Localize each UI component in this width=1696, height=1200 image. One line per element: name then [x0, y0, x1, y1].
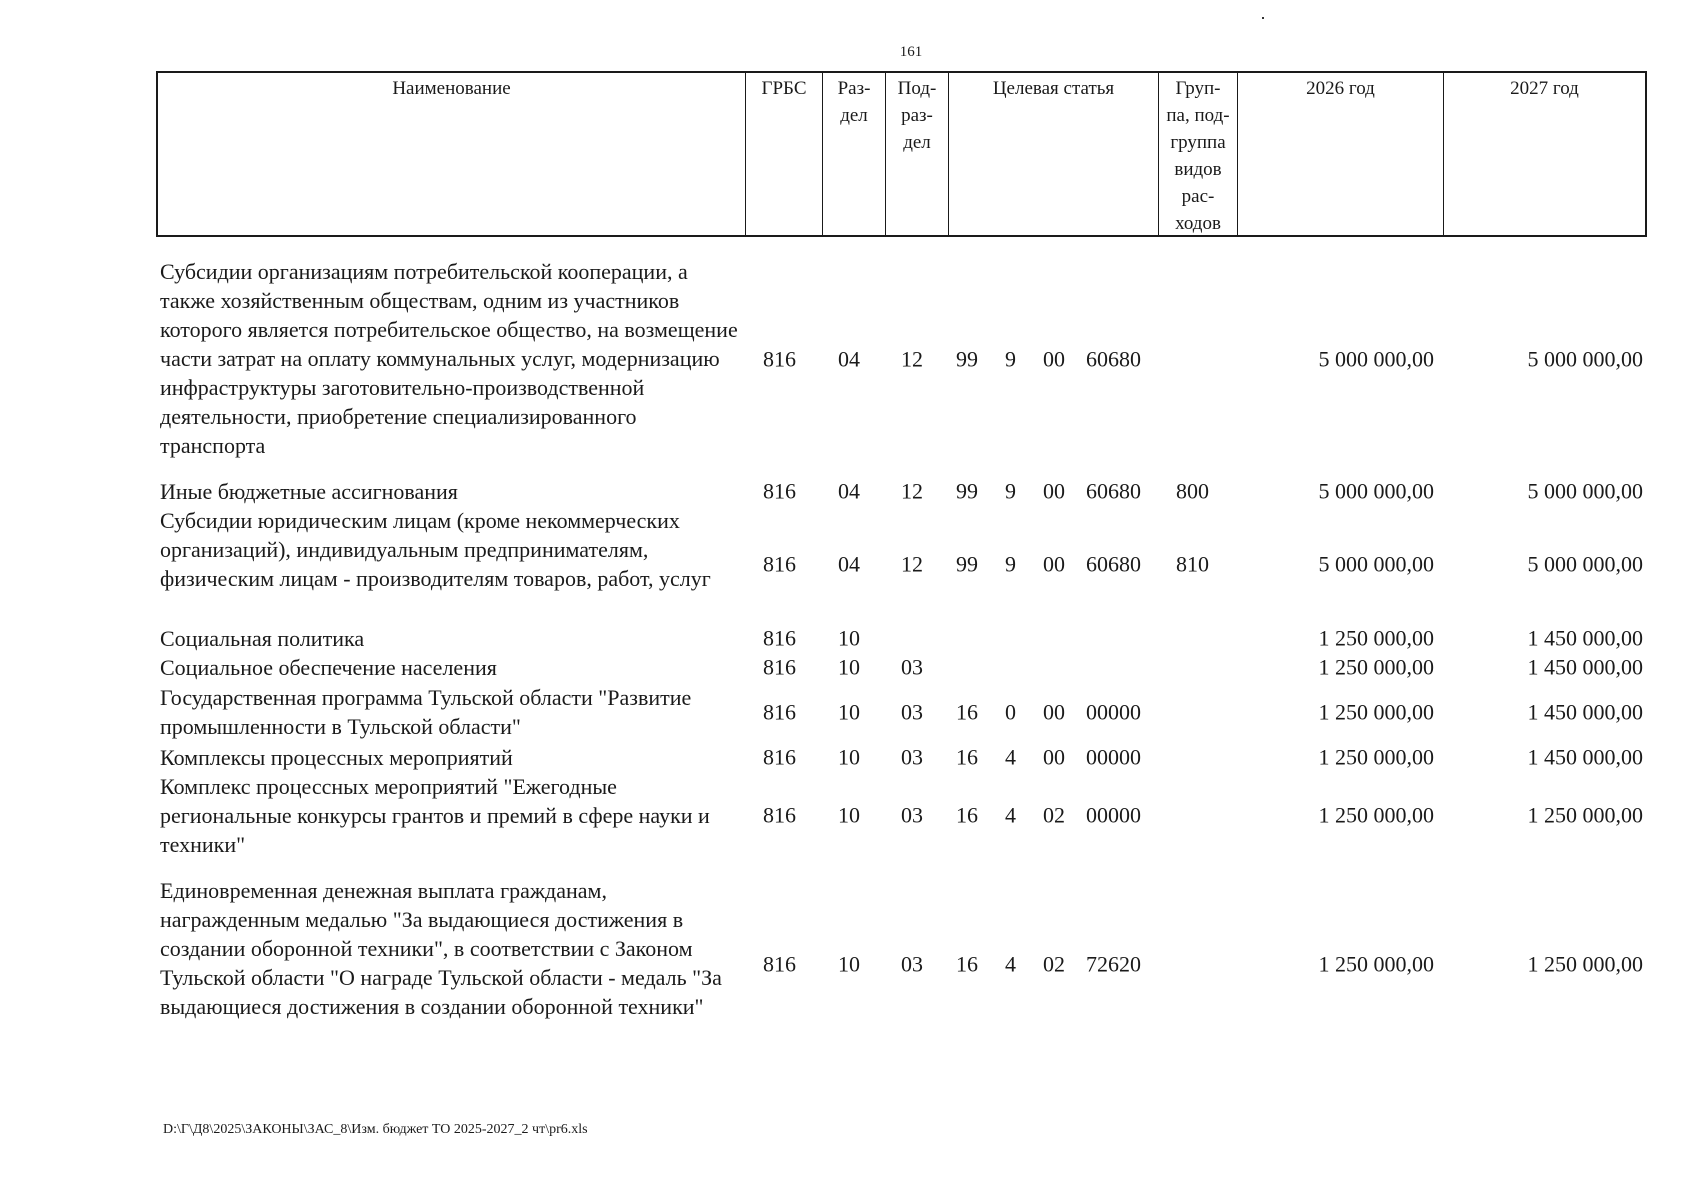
row-target-type: 9	[1005, 551, 1016, 577]
page-number: 161	[899, 44, 923, 60]
row-target-direction: 00000	[1086, 802, 1141, 828]
row-grbs: 816	[763, 478, 796, 504]
row-grbs: 816	[763, 346, 796, 372]
header-podrazdel	[886, 73, 949, 235]
header-year-2027-label: 2027 год	[1510, 78, 1579, 99]
row-target-element: 00	[1043, 346, 1065, 372]
header-year-2027	[1444, 73, 1645, 235]
row-podrazdel: 03	[901, 654, 923, 680]
row-target-direction: 60680	[1086, 478, 1141, 504]
row-name: Субсидии юридическим лицам (кроме некоммерческих организаций), индивидуальным предпринимателям, физическим лицам - производителям товаров, работ, услуг	[160, 508, 711, 591]
row-year-2026: 1 250 000,00	[1318, 802, 1434, 828]
header-year-2026	[1238, 73, 1444, 235]
table-header	[156, 71, 1647, 237]
row-name: Субсидии организациям потребительской кооперации, а также хозяйственным обществам, одним из участников которого является потребительское общество, на возмещение части затрат на оплату коммунальных услуг, модернизацию инфраструктуры заготовительно-производственной деятельности, приобретение специализированного транспорта	[160, 259, 738, 458]
row-target-element: 02	[1043, 951, 1065, 977]
row-year-2027: 5 000 000,00	[1527, 551, 1643, 577]
row-year-2027: 1 450 000,00	[1527, 654, 1643, 680]
row-year-2026: 1 250 000,00	[1318, 625, 1434, 651]
row-year-2026: 5 000 000,00	[1318, 346, 1434, 372]
row-year-2026: 5 000 000,00	[1318, 478, 1434, 504]
row-grbs: 816	[763, 951, 796, 977]
row-year-2026: 1 250 000,00	[1318, 951, 1434, 977]
row-name: Социальная политика	[160, 626, 365, 651]
row-target-program: 16	[956, 802, 978, 828]
row-razdel: 10	[838, 951, 860, 977]
row-target-type: 9	[1005, 346, 1016, 372]
row-grbs: 816	[763, 551, 796, 577]
row-grbs: 816	[763, 625, 796, 651]
row-year-2026: 1 250 000,00	[1318, 654, 1434, 680]
row-name: Социальное обеспечение населения	[160, 655, 497, 680]
row-razdel: 10	[838, 654, 860, 680]
row-razdel: 04	[838, 551, 860, 577]
header-grbs	[746, 73, 823, 235]
header-name	[158, 73, 746, 235]
row-year-2027: 1 450 000,00	[1527, 744, 1643, 770]
row-year-2027: 1 250 000,00	[1527, 951, 1643, 977]
row-year-2026: 1 250 000,00	[1318, 699, 1434, 725]
row-target-program: 16	[956, 951, 978, 977]
row-name: Государственная программа Тульской области "Развитие промышленности в Тульской области"	[160, 685, 692, 739]
row-podrazdel: 12	[901, 346, 923, 372]
header-name-label: Наименование	[392, 78, 511, 99]
header-razdel-label: Раз- дел	[837, 78, 871, 126]
row-podrazdel: 03	[901, 802, 923, 828]
row-year-2027: 1 450 000,00	[1527, 699, 1643, 725]
row-year-2026: 5 000 000,00	[1318, 551, 1434, 577]
row-year-2027: 1 250 000,00	[1527, 802, 1643, 828]
row-target-type: 4	[1005, 744, 1016, 770]
header-razdel	[823, 73, 886, 235]
row-name: Иные бюджетные ассигнования	[160, 479, 458, 504]
row-target-program: 99	[956, 478, 978, 504]
header-target	[949, 73, 1159, 235]
row-target-element: 02	[1043, 802, 1065, 828]
row-podrazdel: 12	[901, 551, 923, 577]
row-target-type: 4	[1005, 802, 1016, 828]
row-razdel: 10	[838, 699, 860, 725]
row-grbs: 816	[763, 744, 796, 770]
row-target-element: 00	[1043, 744, 1065, 770]
row-razdel: 04	[838, 478, 860, 504]
row-target-type: 0	[1005, 699, 1016, 725]
row-razdel: 10	[838, 625, 860, 651]
header-vr-label: Груп- па, под- группа видов рас- ходов	[1166, 78, 1230, 234]
header-year-2026-label: 2026 год	[1306, 78, 1375, 99]
row-razdel: 04	[838, 346, 860, 372]
row-year-2026: 1 250 000,00	[1318, 744, 1434, 770]
row-year-2027: 5 000 000,00	[1527, 346, 1643, 372]
row-target-element: 00	[1043, 478, 1065, 504]
row-razdel: 10	[838, 744, 860, 770]
row-target-program: 99	[956, 551, 978, 577]
row-target-direction: 72620	[1086, 951, 1141, 977]
row-vr: 810	[1176, 551, 1209, 577]
header-podrazdel-label: Под- раз- дел	[897, 78, 937, 153]
header-vr	[1159, 73, 1238, 235]
row-vr: 800	[1176, 478, 1209, 504]
row-podrazdel: 03	[901, 951, 923, 977]
row-target-element: 00	[1043, 699, 1065, 725]
row-target-direction: 60680	[1086, 346, 1141, 372]
row-target-type: 4	[1005, 951, 1016, 977]
row-year-2027: 5 000 000,00	[1527, 478, 1643, 504]
row-razdel: 10	[838, 802, 860, 828]
row-grbs: 816	[763, 654, 796, 680]
row-name: Единовременная денежная выплата гражданам, награжденным медалью "За выдающиеся достижения в создании оборонной техники", в соответствии с Законом Тульской области "О награде Тульской области - медаль "За выдающиеся достижения в создании оборонной техники"	[160, 878, 722, 1019]
row-target-element: 00	[1043, 551, 1065, 577]
row-target-type: 9	[1005, 478, 1016, 504]
row-target-program: 16	[956, 699, 978, 725]
header-grbs-label: ГРБС	[761, 78, 807, 99]
row-target-direction: 00000	[1086, 744, 1141, 770]
row-year-2027: 1 450 000,00	[1527, 625, 1643, 651]
row-grbs: 816	[763, 699, 796, 725]
row-name: Комплексы процессных мероприятий	[160, 745, 513, 770]
file-path-footer: D:\Г\Д8\2025\ЗАКОНЫ\ЗАС_8\Изм. бюджет ТО 2025-2027_2 чт\pr6.xls	[163, 1122, 588, 1137]
row-podrazdel: 03	[901, 699, 923, 725]
row-target-direction: 60680	[1086, 551, 1141, 577]
row-podrazdel: 12	[901, 478, 923, 504]
header-target-label: Целевая статья	[992, 78, 1115, 99]
row-target-program: 16	[956, 744, 978, 770]
row-target-program: 99	[956, 346, 978, 372]
row-podrazdel: 03	[901, 744, 923, 770]
row-grbs: 816	[763, 802, 796, 828]
scan-speck	[1262, 17, 1264, 19]
row-name: Комплекс процессных мероприятий "Ежегодные региональные конкурсы грантов и премий в сфере науки и техники"	[160, 774, 710, 857]
row-target-direction: 00000	[1086, 699, 1141, 725]
